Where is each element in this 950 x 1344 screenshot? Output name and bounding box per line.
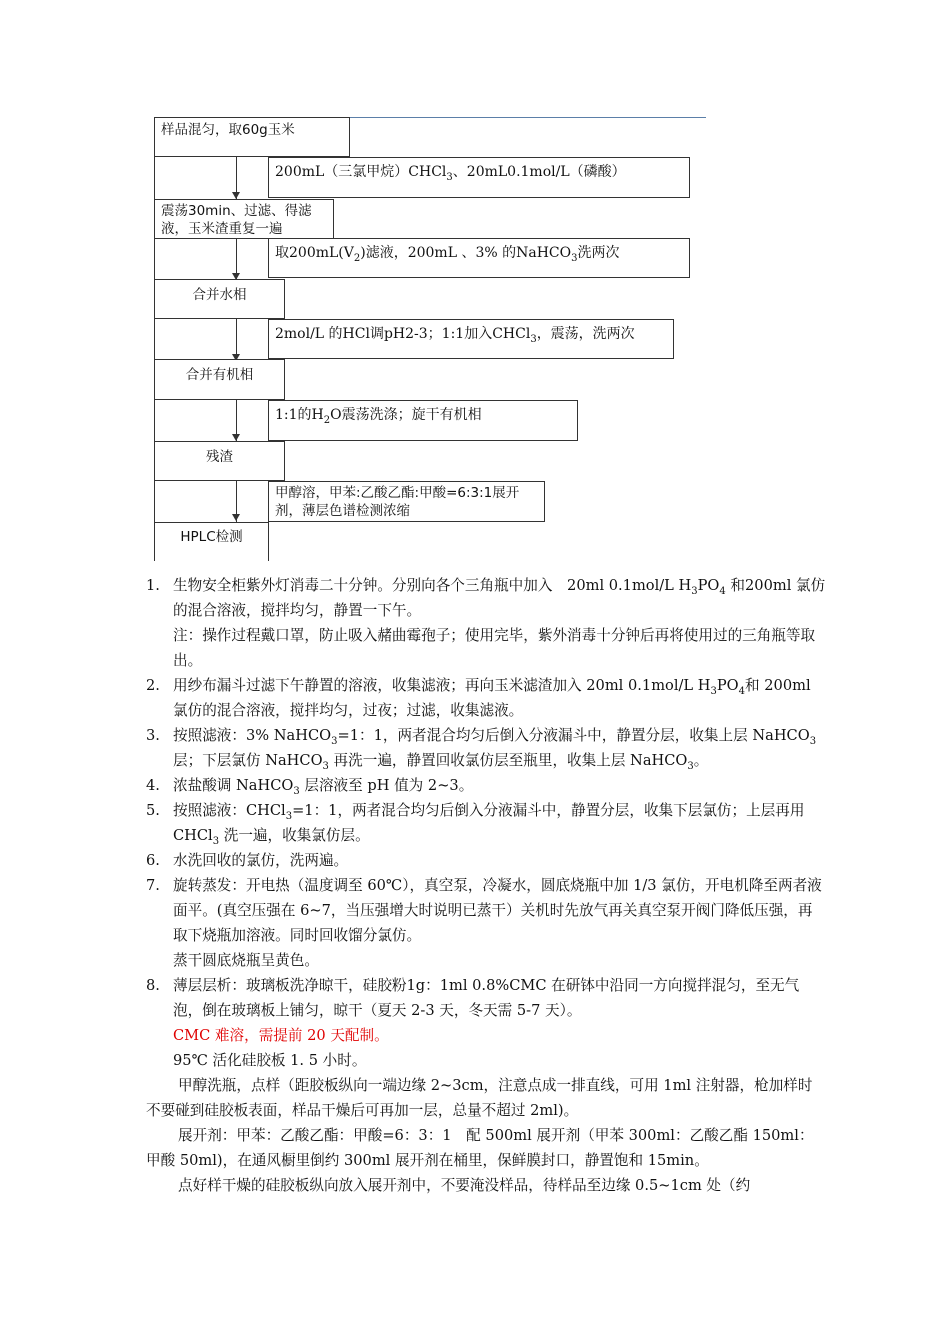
procedure-steps [146, 573, 826, 1198]
flow-step-extract-solvent: 200mL（三氯甲烷）CHCl$_3$、20mL0.1mol/L（磷酸） [268, 157, 690, 198]
list-item: 5. 按照滤液：CHCl$_3$=1：1，两者混合均匀后倒入分液漏斗中，静置分层，收集下层氯仿；上层再用 CHCl$_3$ 洗一遍，收集氯仿层。 [146, 802, 805, 847]
list-item: 2. 用纱布漏斗过滤下午静置的溶液，收集滤液；再向玉米滤渣加入 20ml 0.1mol/L $H_3PO_4$和 200ml 氯仿的混合溶液，搅拌均匀，过夜；过滤，收集滤液。 [146, 677, 811, 719]
flow-step-combine-organic: 合并有机相 [154, 359, 285, 400]
paragraph: 点好样干燥的硅胶板纵向放入展开剂中，不要淹没样品，待样品至边缘 0.5~1cm 处（约 [178, 1177, 751, 1194]
paragraph: 甲醇洗瓶，点样（距胶板纵向一端边缘 2~3cm，注意点成一排直线，可用 1ml 注射器，枪加样时不要碰到硅胶板表面，样品干燥后可再加一层，总量不超过 2ml)。 [146, 1077, 813, 1119]
flow-step-tlc: 甲醇溶，甲苯:乙酸乙酯:甲酸=6:3:1展开剂，薄层色谱检测浓缩 [268, 481, 545, 522]
step-note: 注：操作过程戴口罩，防止吸入赭曲霉孢子；使用完毕，紫外消毒十分钟后再将使用过的三角瓶等取出。 [173, 627, 816, 669]
list-item: 6. 水洗回收的氯仿，洗两遍。 [146, 852, 349, 869]
flow-left-spine [154, 117, 155, 561]
list-item: 3. 按照滤液：3% NaHCO$_3$=1：1，两者混合均匀后倒入分液漏斗中，静置分层，收集上层 NaHCO$_3$ 层；下层氯仿 NaHCO$_3$ 再洗一遍，静置回收氯仿层至瓶里，收集上层 NaHCO$_3$。 [146, 727, 817, 772]
step-note: 蒸干圆底烧瓶呈黄色。 [173, 952, 319, 969]
flow-step-residue: 残渣 [154, 441, 285, 481]
cmc-warning: CMC 难溶，需提前 20 天配制。 [173, 1027, 389, 1044]
flow-step-combine-aqueous: 合并水相 [154, 279, 285, 319]
flow-step-wash-bicarbonate: 取$200mL(V_2)$滤液，200mL 、3% 的NaHCO$_3$洗两次 [268, 238, 690, 278]
list-item: 8. 薄层层析：玻璃板洗净晾干，硅胶粉1g：1ml 0.8%CMC 在研钵中沿同一方向搅拌混匀，至无气泡，倒在玻璃板上铺匀，晾干（夏天 2-3 天，冬天需 5-7 天）。 [146, 977, 800, 1019]
flow-step-shake-filter: 震荡30min、过滤、得滤液，玉米渣重复一遍 [154, 199, 334, 239]
flow-step-acidify: 2mol/L 的HCl调pH2-3；1:1加入CHCl$_3$，震荡，洗两次 [268, 319, 674, 359]
arrow-down-icon [232, 192, 240, 199]
arrow-down-icon [232, 514, 240, 521]
list-item: 4. 浓盐酸调 NaHCO$_3$ 层溶液至 pH 值为 2~3。 [146, 777, 474, 797]
arrow-down-icon [232, 434, 240, 441]
flow-step-hplc: HPLC检测 [154, 522, 269, 561]
activation-note: 95℃ 活化硅胶板 1. 5 小时。 [173, 1052, 367, 1069]
list-item: 7. 旋转蒸发：开电热（温度调至 60℃），真空泵，冷凝水，圆底烧瓶中加 1/3 氯仿，开电机降至两者液面平。(真空压强在 6~7，当压强增大时说明已蒸干）关机时先放气再关真空泵开阀门降低压强，再取下烧瓶加溶液。同时回收馏分氯仿。 [146, 877, 822, 944]
flow-step-water-wash: 1:1的$H_2O$震荡洗涤；旋干有机相 [268, 400, 578, 441]
list-item: 1. 生物安全柜紫外灯消毒二十分钟。分别向各个三角瓶中加入 20ml 0.1mol/L $H_3PO_4$ 和200ml 氯仿的混合溶液，搅拌均匀，静置一下午。 [146, 577, 826, 619]
paragraph: 展开剂：甲苯：乙酸乙酯：甲酸=6：3：1 配 500ml 展开剂（甲苯 300ml：乙酸乙酯 150ml：甲酸 50ml)，在通风橱里倒约 300ml 展开剂在桶里，保鲜膜封口，静置饱和 15min。 [146, 1127, 814, 1169]
flow-step-sample: 样品混匀，取60g玉米 [154, 117, 350, 157]
